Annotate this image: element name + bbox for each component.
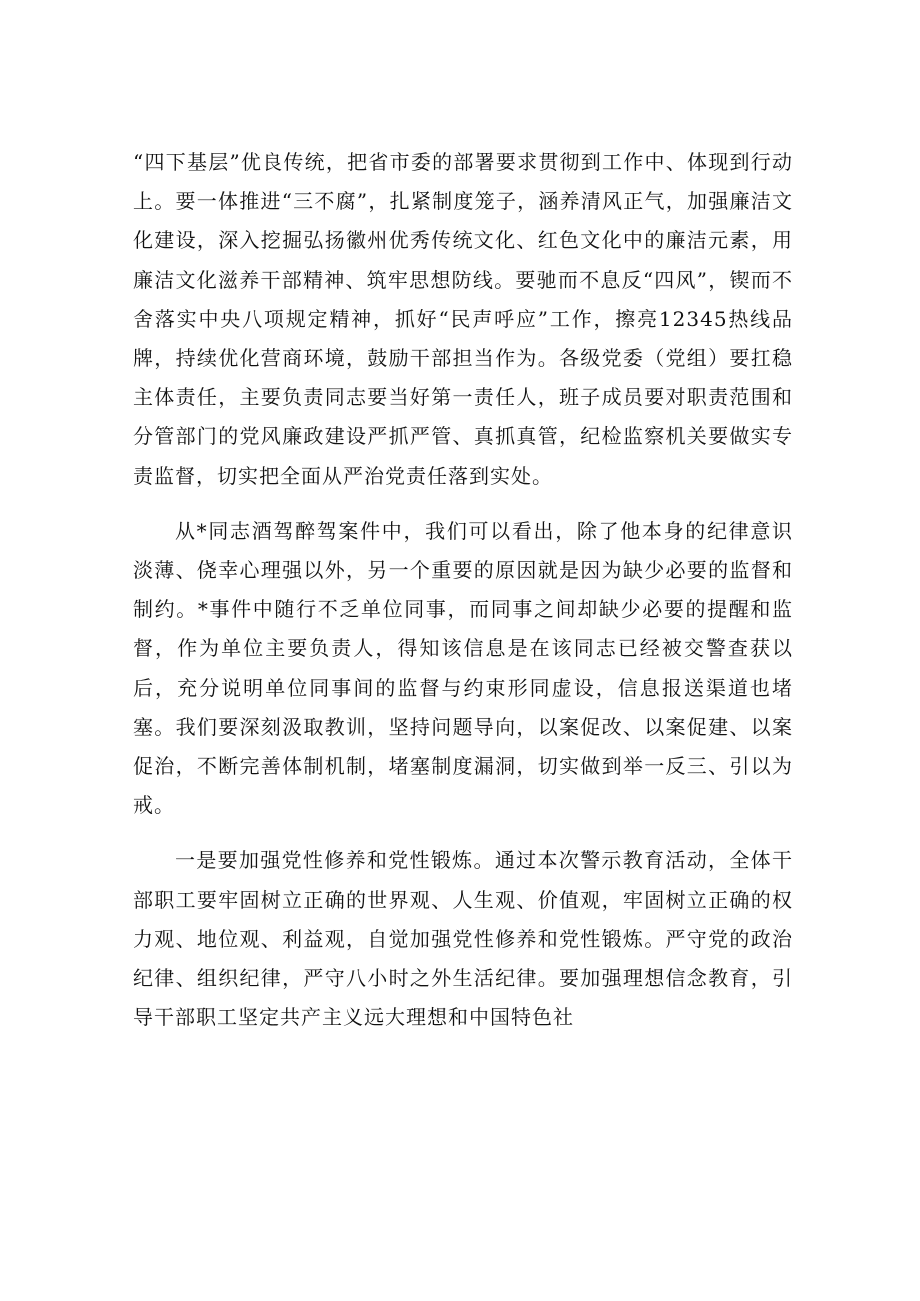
- paragraph-2: 从*同志酒驾醉驾案件中，我们可以看出，除了他本身的纪律意识淡薄、侥幸心理强以外，另一个重要的原因就是因为缺少必要的监督和制约。*事件中随行不乏单位同事，而同事之间却缺少必要的提醒和监督，作为单位主要负责人，得知该信息是在该同志已经被交警查获以后，充分说明单位同事间的监督与约束形同虚设，信息报送渠道也堵塞。我们要深刻汲取教训，坚持问题导向，以案促改、以案促建、以案促治，不断完善体制机制，堵塞制度漏洞，切实做到举一反三、引以为戒。: [133, 518, 793, 818]
- paragraph-3: 一是要加强党性修养和党性锻炼。通过本次警示教育活动，全体干部职工要牢固树立正确的世界观、人生观、价值观，牢固树立正确的权力观、地位观、利益观，自觉加强党性修养和党性锻炼。严守党的政治纪律、组织纪律，严守八小时之外生活纪律。要加强理想信念教育，引导干部职工坚定共产主义远大理想和中国特色社: [133, 848, 793, 1030]
- document-body: [133, 143, 793, 1037]
- paragraph-1: “四下基层”优良传统，把省市委的部署要求贯彻到工作中、体现到行动上。要一体推进“三不腐”，扎紧制度笼子，涵养清风正气，加强廉洁文化建设，深入挖掘弘扬徽州优秀传统文化、红色文化中的廉洁元素，用廉洁文化滋养干部精神、筑牢思想防线。要驰而不息反“四风”，锲而不舍落实中央八项规定精神，抓好“民声呼应”工作，擦亮12345热线品牌，持续优化营商环境，鼓励干部担当作为。各级党委（党组）要扛稳主体责任，主要负责同志要当好第一责任人，班子成员要对职责范围和分管部门的党风廉政建设严抓严管、真抓真管，纪检监察机关要做实专责监督，切实把全面从严治党责任落到实处。: [133, 150, 793, 488]
